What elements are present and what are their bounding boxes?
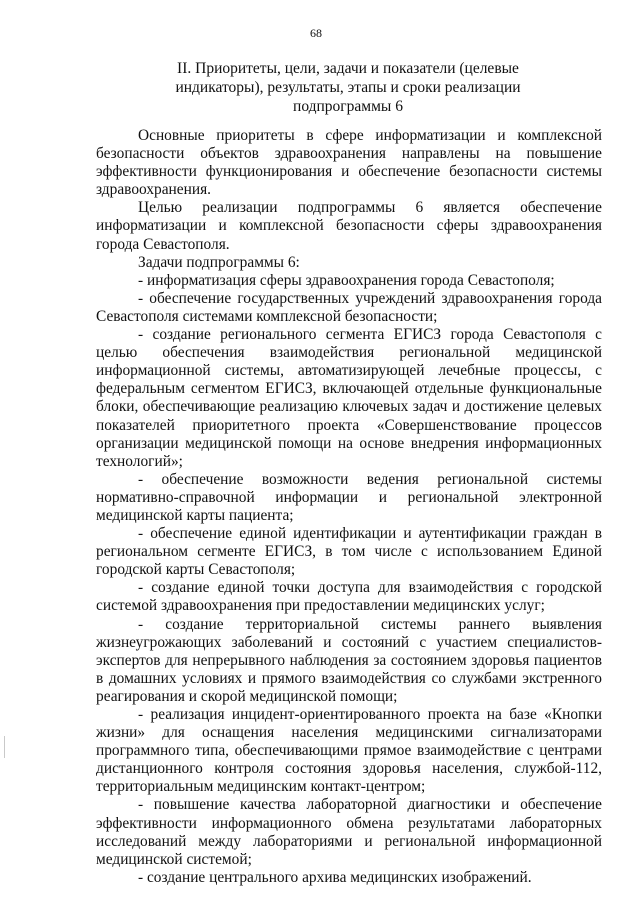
paragraph-priorities: Основные приоритеты в сфере информатизации и комплексной безопасности объектов здравоохранения направлены на повышение эффективности функционирования и обеспечение безопасности системы здравоохранения.: [96, 127, 602, 199]
list-item: - повышение качества лабораторной диагностики и обеспечение эффективности информационного обмена результатами лабораторных исследований между лабораториями и региональной информационной медицинской системой;: [96, 796, 602, 868]
list-item: - информатизация сферы здравоохранения города Севастополя;: [138, 271, 555, 289]
list-item: - реализация инцидент-ориентированного проекта на базе «Кнопки жизни» для оснащения населения медицинскими сигнализаторами программного типа, обеспечивающими прямое взаимодействие с центрами дистанционного контроля состояния здоровья населения, службой-112, территориальным медицинским контакт-центром;: [96, 706, 602, 796]
section-heading-line: подпрограммы 6: [293, 98, 403, 115]
scan-edge-mark: [4, 736, 5, 758]
section-heading-line: II. Приоритеты, цели, задачи и показатели (целевые: [177, 60, 519, 77]
list-item: - обеспечение государственных учреждений здравоохранения города Севастополя системами комплексной безопасности;: [96, 289, 602, 325]
section-heading-line: индикаторы), результаты, этапы и сроки реализации: [175, 79, 521, 96]
list-item: - создание территориальной системы раннего выявления жизнеугрожающих заболеваний и состояний с участием специалистов-экспертов для непрерывного наблюдения за состоянием здоровья пациентов в домашних условиях и прямого взаимодействия со службами экстренного реагирования и скорой медицинской помощи;: [96, 615, 602, 705]
section-heading: [150, 59, 546, 116]
paragraph-tasks-intro: Задачи подпрограммы 6:: [138, 253, 300, 271]
list-item: - обеспечение возможности ведения региональной системы нормативно-справочной информации и региональной электронной медицинской карты пациента;: [96, 470, 602, 524]
paragraph-goal: Целью реализации подпрограммы 6 является обеспечение информатизации и комплексной безопасности сферы здравоохранения города Севастополя.: [96, 199, 602, 253]
page-number: 68: [310, 26, 322, 40]
list-item: - обеспечение единой идентификации и аутентификации граждан в региональном сегменте ЕГИСЗ, в том числе с использованием Единой городской карты Севастополя;: [96, 525, 602, 579]
list-item: - создание центрального архива медицинских изображений.: [138, 868, 532, 886]
body-text: [96, 127, 602, 887]
list-item: - создание регионального сегмента ЕГИСЗ города Севастополя с целью обеспечения взаимодействия региональной медицинской информационной системы, автоматизирующей лечебные процессы, с федеральным сегментом ЕГИСЗ, включающей отдельные функциональные блоки, обеспечивающие реализацию ключевых задач и достижение целевых показателей приоритетного проекта «Совершенствование процессов организации медицинской помощи на основе внедрения информационных технологий»;: [96, 326, 602, 470]
list-item: - создание единой точки доступа для взаимодействия с городской системой здравоохранения при предоставлении медицинских услуг;: [96, 579, 602, 615]
